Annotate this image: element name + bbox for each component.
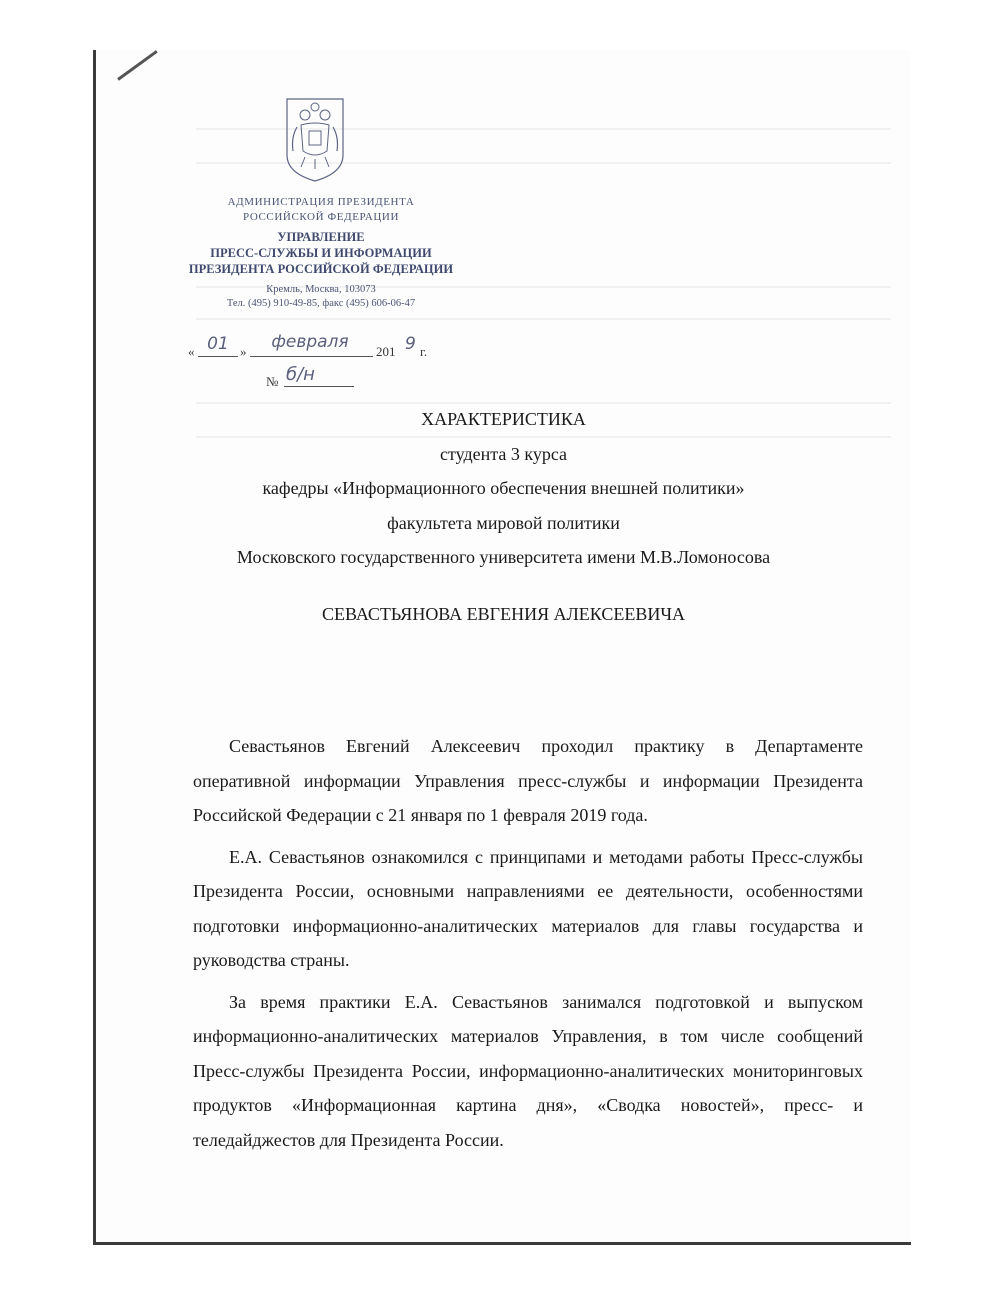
date-month-handwritten: февраля [271, 332, 349, 352]
heading-line: студента 3 курса [439, 443, 568, 464]
body-paragraph: Севастьянов Евгений Алексеевич проходил практику в Департаменте оперативной информации Управления пресс-службы и информации Президента Российской Федерации с 21 января по 1 февраля 2019 года. [193, 736, 863, 825]
letterhead-phone-line: Тел. (495) 910-49-85, факс (495) 606-06-47 [226, 298, 416, 309]
letterhead-dept-line-3: ПРЕЗИДЕНТА РОССИЙСКОЙ ФЕДЕРАЦИИ [188, 262, 454, 276]
letterhead-dept-line [171, 229, 471, 277]
date-open-quote: « [188, 344, 195, 359]
date-year-digit-handwritten: 9 [405, 334, 416, 354]
body-paragraph: Е.А. Севастьянов ознакомился с принципами и методами работы Пресс-службы Президента России, основными направлениями ее деятельности, особенностями подготовки информационно-аналитических материалов для главы государства и руководства страны. [193, 846, 863, 970]
student-full-name: СЕВАСТЬЯНОВА ЕВГЕНИЯ АЛЕКСЕЕВИЧА [321, 604, 686, 624]
date-month-underline [250, 356, 373, 357]
heading-line: факультета мировой политики [387, 512, 620, 533]
number-sign: № [266, 374, 279, 389]
letterhead [171, 195, 471, 311]
date-year-prefix: 201 [376, 344, 396, 359]
letterhead-dept-line-2: ПРЕСС-СЛУЖБЫ И ИНФОРМАЦИИ [210, 246, 432, 260]
document-date [188, 332, 448, 364]
pencil-mark [117, 50, 158, 81]
letterhead-address-line: Кремль, Москва, 103073 [266, 284, 376, 295]
heading-line: кафедры «Информационного обеспечения внешней политики» [262, 478, 745, 498]
document-body [193, 729, 863, 1164]
document-title: ХАРАКТЕРИСТИКА [421, 409, 586, 429]
letterhead-address [171, 283, 471, 311]
date-day-handwritten: 01 [207, 334, 229, 354]
number-underline [284, 386, 354, 387]
letterhead-dept-line-1: УПРАВЛЕНИЕ [277, 230, 365, 244]
document-number [266, 364, 366, 390]
letterhead-admin-line: РОССИЙСКОЙ ФЕДЕРАЦИИ [242, 211, 400, 223]
date-close-quote: » [240, 344, 247, 359]
date-year-suffix: г. [420, 344, 428, 359]
letterhead-admin-line: АДМИНИСТРАЦИЯ ПРЕЗИДЕНТА [227, 196, 415, 208]
document-heading [96, 402, 911, 575]
body-paragraph: За время практики Е.А. Севастьянов занимался подготовкой и выпуском информационно-аналитических материалов Управления, в том числе сообщений Пресс-службы Президента России, информационно-аналитических мониторинговых продуктов «Информационная картина дня», «Сводка новостей», пресс- и теледайджестов для Президента России. [193, 991, 863, 1150]
scanned-page [93, 50, 911, 1245]
date-day-underline [198, 356, 238, 357]
heading-line: Московского государственного университета имени М.В.Ломоносова [236, 547, 771, 567]
coat-of-arms-icon [283, 93, 347, 183]
number-value-handwritten: б/н [286, 364, 315, 385]
bleed-through-line [196, 318, 891, 320]
